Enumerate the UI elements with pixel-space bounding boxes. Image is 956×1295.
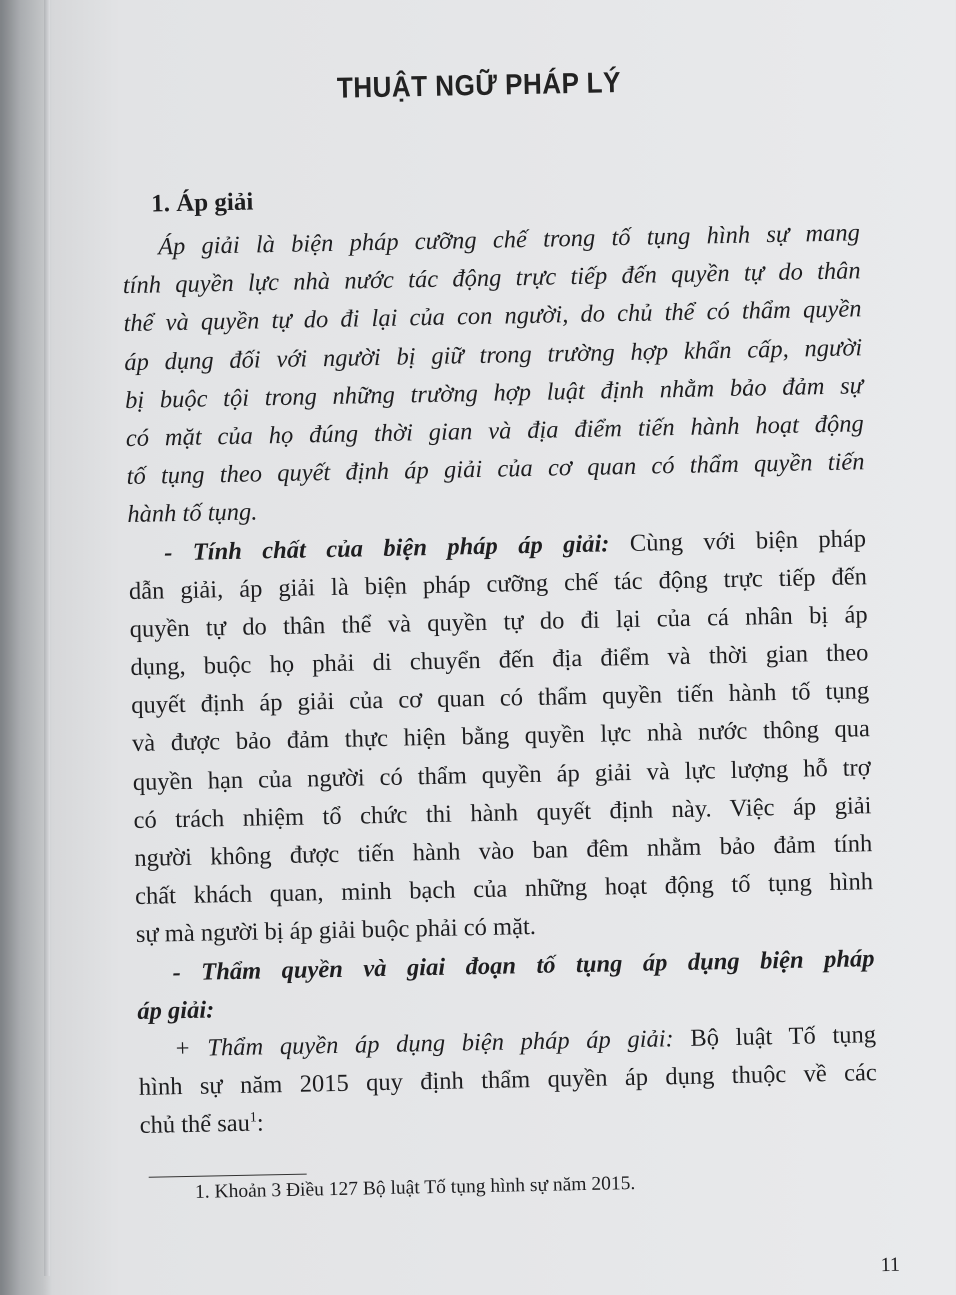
- text-run: tính quyền lực nhà nước tác động trực tiếp đến quyền tự do thân: [122, 257, 861, 300]
- text-run: dẫn giải, áp giải là biện pháp cưỡng chế tác động trực tiếp đến: [128, 562, 868, 605]
- page-number: 11: [880, 1253, 901, 1277]
- text-run: hành tố tụng.: [127, 498, 258, 529]
- section-heading: 1. Áp giải: [150, 188, 254, 218]
- text-run: bị buộc tội trong những trường hợp luật định nhằm bảo đảm sự: [124, 372, 864, 414]
- text-run: sự mà người bị áp giải buộc phải có mặt.: [135, 913, 537, 949]
- footnote-marker: 1: [249, 1110, 257, 1126]
- text-run: quyết định áp giải của cơ quan có thẩm quyền tiến hành tố tụng: [130, 677, 870, 720]
- text-run: áp dụng đối với người bị giữ trong trường hợp khẩn cấp, người: [124, 333, 863, 376]
- text-run: tố tụng theo quyết định áp giải của cơ quan có thẩm quyền tiến: [126, 448, 865, 491]
- text-run: và được bảo đảm thực hiện bằng quyền lực nhà nước thông qua: [131, 715, 871, 758]
- text-run: có mặt của họ đúng thời gian và địa điểm tiến hành hoạt động: [125, 410, 865, 453]
- text-run: áp giải:: [137, 996, 215, 1025]
- text-run: + Thẩm quyền áp dụng biện pháp áp giải:: [173, 1025, 674, 1063]
- text-run: hình sự năm 2015 quy định thẩm quyền áp dụng thuộc về các: [138, 1059, 878, 1102]
- text-run: người không được tiến hành vào ban đêm nhằm bảo đảm tính: [134, 830, 873, 872]
- text-run: có trách nhiệm tổ chức thi hành quyết định này. Việc áp giải: [133, 791, 872, 834]
- text-run: Bộ luật Tố tụng: [673, 1021, 877, 1053]
- text-run: quyền tự do thân thể và quyền tự do đi lại của cá nhân bị áp: [129, 601, 868, 643]
- text-run: - Tính chất của biện pháp áp giải:: [163, 529, 610, 566]
- text-run: Cùng với biện pháp: [609, 524, 867, 557]
- text-run: chất khách quan, minh bạch của những hoạt động tố tụng hình: [134, 868, 874, 911]
- text-run: dụng, buộc họ phải di chuyển đến địa điểm và thời gian theo: [130, 639, 869, 682]
- text-run: Áp giải là biện pháp cưỡng chế trong tố tụng hình sự mang: [157, 219, 861, 261]
- text-run: quyền hạn của người có thẩm quyền áp giải và lực lượng hỗ trợ: [132, 753, 871, 796]
- footnote-divider: [149, 1174, 307, 1178]
- text-run: - Thẩm quyền và giai đoạn tố tụng áp dụng biện pháp: [172, 944, 875, 986]
- footnote: 1. Khoản 3 Điều 127 Bộ luật Tố tụng hình sự năm 2015.: [194, 1172, 636, 1203]
- body-text: [122, 214, 878, 1145]
- page-title: THUẬT NGỮ PHÁP LÝ: [336, 67, 622, 105]
- text-run: :: [256, 1109, 264, 1137]
- text-run: thể và quyền tự do đi lại của con người, do chủ thể có thẩm quyền: [123, 295, 862, 338]
- text-run: chủ thể sau: [139, 1110, 251, 1140]
